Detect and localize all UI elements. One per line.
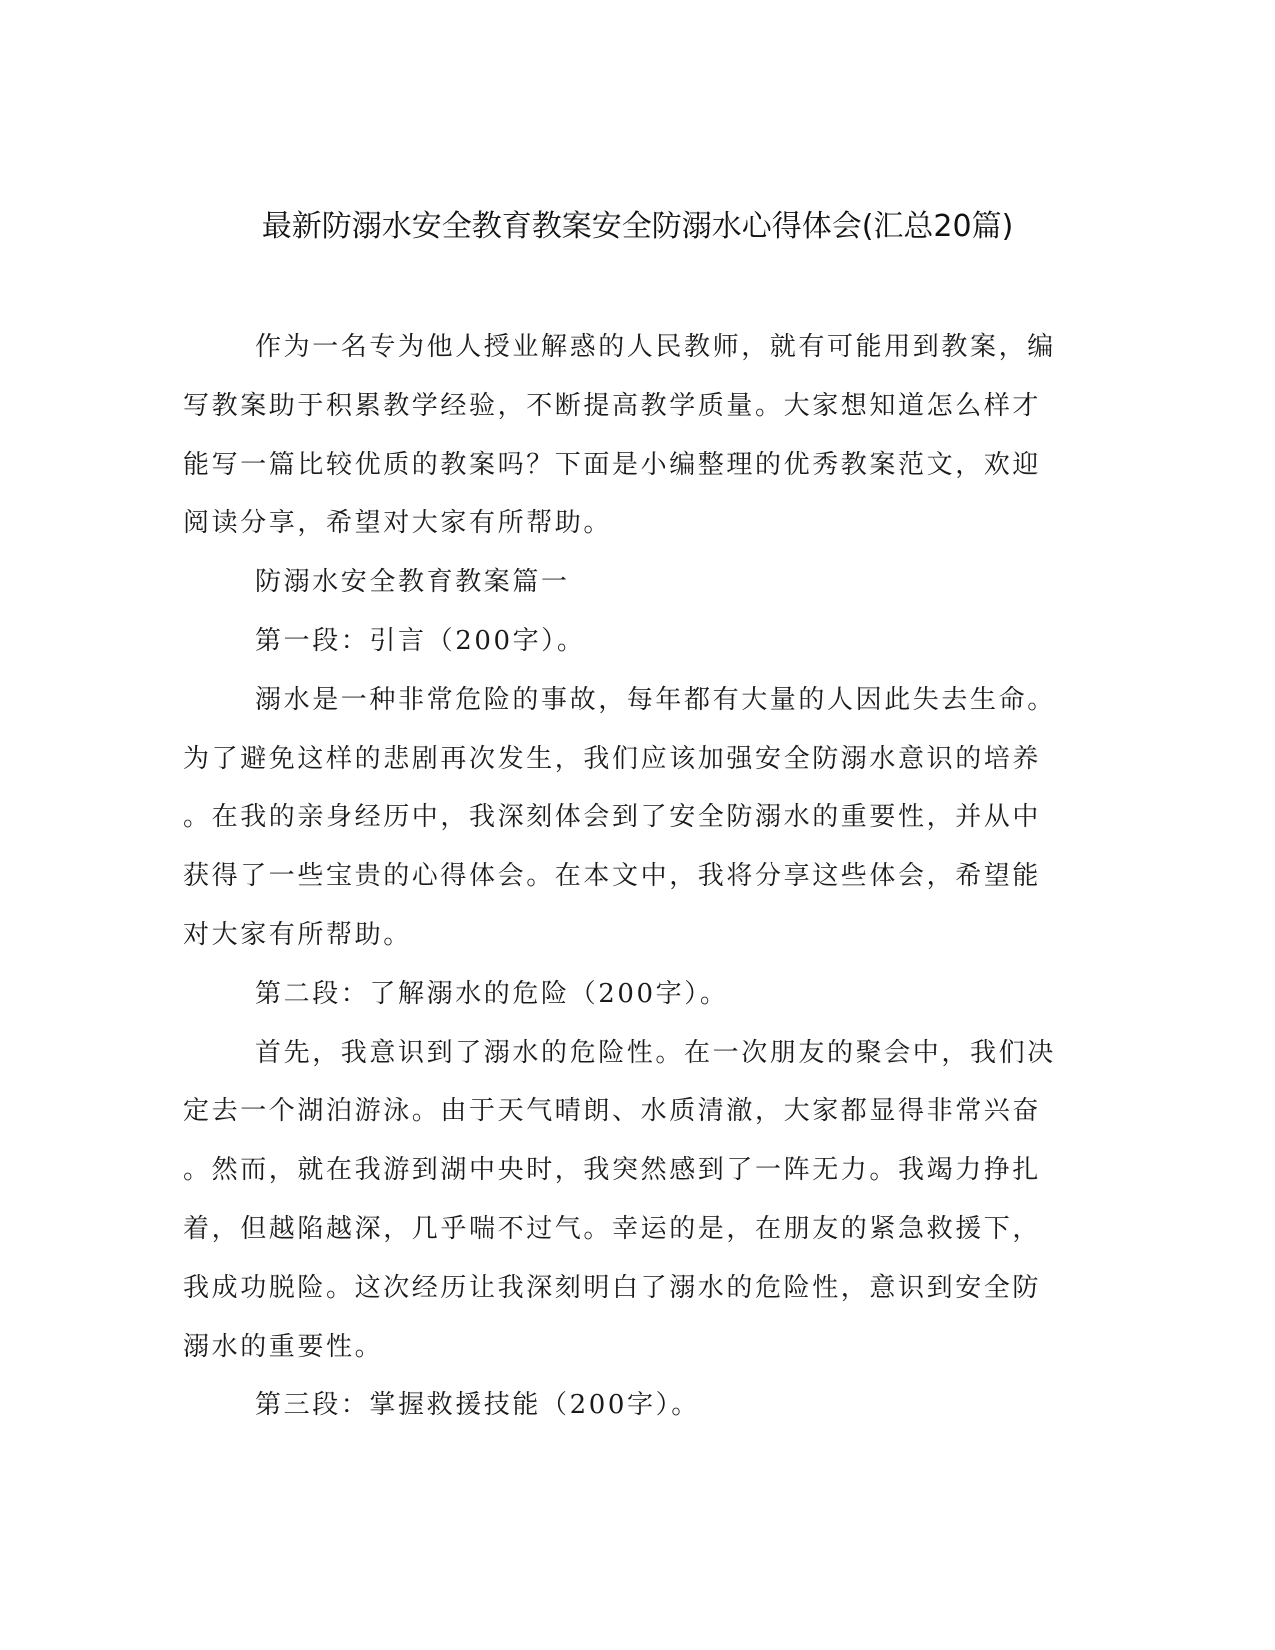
section-heading: 第一段：引言（200字）。 [255,625,586,656]
paragraph-line: 首先，我意识到了溺水的危险性。在一次朋友的聚会中，我们决 [255,1037,1056,1068]
paragraph-line: 。然而，就在我游到湖中央时，我突然感到了一阵无力。我竭力挣扎 [183,1155,1042,1186]
paragraph-line: 阅读分享，希望对大家有所帮助。 [183,508,613,539]
section-heading: 防溺水安全教育教案篇一 [255,567,570,598]
paragraph-line: 为了避免这样的悲剧再次发生，我们应该加强安全防溺水意识的培养 [183,743,1042,774]
document-body [183,318,1056,1435]
paragraph-line: 获得了一些宝贵的心得体会。在本文中，我将分享这些体会，希望能 [183,861,1042,892]
paragraph-line: 对大家有所帮助。 [183,919,412,950]
paragraph-line: 溺水的重要性。 [183,1331,384,1362]
paragraph-line: 作为一名专为他人授业解惑的人民教师，就有可能用到教案，编 [255,332,1056,362]
section-heading: 第二段：了解溺水的危险（200字）。 [255,978,729,1009]
paragraph-line: 。在我的亲身经历中，我深刻体会到了安全防溺水的重要性，并从中 [183,802,1042,833]
paragraph-line: 着，但越陷越深，几乎喘不过气。幸运的是，在朋友的紧急救援下， [183,1213,1042,1244]
paragraph-line: 能写一篇比较优质的教案吗？下面是小编整理的优秀教案范文，欢迎 [183,449,1042,480]
paragraph-line: 定去一个湖泊游泳。由于天气晴朗、水质清澈，大家都显得非常兴奋 [183,1096,1042,1127]
document-title: 最新防溺水安全教育教案安全防溺水心得体会(汇总20篇) [261,209,1014,244]
paragraph-line: 溺水是一种非常危险的事故，每年都有大量的人因此失去生命。 [255,684,1056,715]
paragraph-line: 我成功脱险。这次经历让我深刻明白了溺水的危险性，意识到安全防 [183,1272,1042,1303]
section-heading: 第三段：掌握救援技能（200字）。 [255,1390,700,1421]
paragraph-line: 写教案助于积累教学经验，不断提高教学质量。大家想知道怎么样才 [183,390,1042,421]
